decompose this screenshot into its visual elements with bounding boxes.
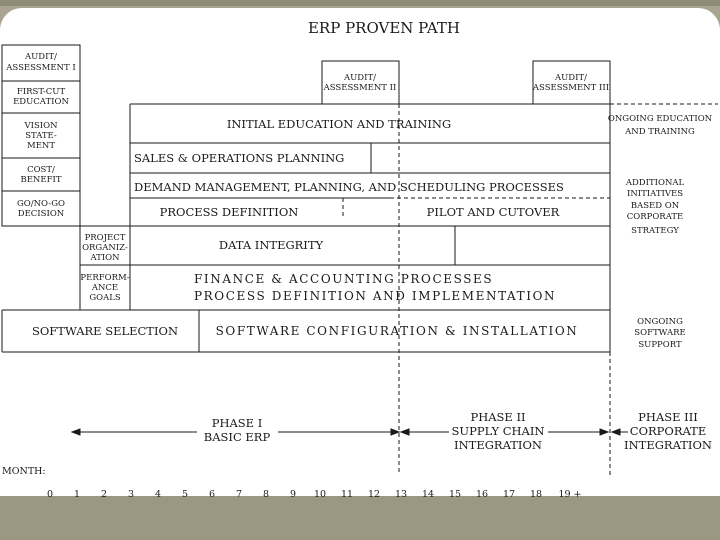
data-integrity-label: DATA INTEGRITY [218, 238, 324, 252]
left-audit-1-line1: AUDIT/ [24, 52, 58, 62]
audit-3-line1: AUDIT/ [554, 73, 588, 83]
project-org-line1: PROJECT [84, 233, 126, 243]
phase-2-line2: SUPPLY CHAIN [451, 424, 545, 438]
month-tick-label: 0 [46, 489, 54, 500]
month-tick-label: 2 [100, 489, 108, 500]
performance-goals-line2: ANCE [91, 283, 119, 293]
audit-2-line2: ASSESSMENT II [323, 83, 397, 93]
audit-2-line1: AUDIT/ [343, 73, 377, 83]
month-tick-label: 3 [127, 489, 135, 500]
phase-2-line1: PHASE II [470, 410, 526, 424]
additional-line3: BASED ON [630, 201, 680, 211]
month-tick-label: 9 [289, 489, 297, 500]
phase-1-line1: PHASE I [211, 416, 263, 430]
ongoing-education-line2: AND TRAINING [625, 127, 695, 137]
month-tick-label: 4 [154, 489, 162, 500]
software-selection-label: SOFTWARE SELECTION [31, 324, 179, 338]
ongoing-education-line1: ONGOING EDUCATION [607, 114, 713, 124]
left-first-cut-line1: FIRST-CUT [16, 87, 66, 97]
ongoing-software-line2: SOFTWARE [634, 328, 686, 338]
ongoing-software-line3: SUPPORT [638, 340, 682, 350]
left-audit-1-line2: ASSESSMENT I [6, 63, 76, 73]
project-org-line3: ATION [90, 253, 120, 263]
month-tick-label: 19 + [558, 489, 582, 500]
month-tick-label: 5 [181, 489, 189, 500]
left-first-cut-line2: EDUCATION [13, 97, 69, 107]
performance-goals-line3: GOALS [89, 293, 121, 303]
phase-3-line1: PHASE III [638, 410, 698, 424]
month-tick-label: 13 [394, 489, 408, 500]
month-tick-label: 6 [208, 489, 216, 500]
additional-line1: ADDITIONAL [625, 178, 685, 188]
month-tick-label: 17 [502, 489, 516, 500]
month-tick-label: 12 [367, 489, 381, 500]
initial-education-label: INITIAL EDUCATION AND TRAINING [226, 117, 452, 131]
additional-line5: STRATEGY [631, 226, 679, 236]
month-tick-label: 10 [313, 489, 327, 500]
demand-label: DEMAND MANAGEMENT, PLANNING, AND SCHEDULING PROCESSES [134, 180, 564, 194]
phase-3-line2: CORPORATE [629, 424, 707, 438]
left-gonogo-line1: GO/NO-GO [17, 199, 65, 209]
additional-line2: INITIATIVES [626, 189, 684, 199]
software-config-label: SOFTWARE CONFIGURATION & INSTALLATION [215, 324, 579, 338]
process-definition-label: PROCESS DEFINITION [159, 205, 299, 219]
month-tick-label: 14 [421, 489, 435, 500]
audit-3-line2: ASSESSMENT III [532, 83, 610, 93]
month-tick-label: 18 [529, 489, 543, 500]
left-gonogo-line2: DECISION [17, 209, 65, 219]
month-tick-label: 7 [235, 489, 243, 500]
left-cost-line2: BENEFIT [20, 175, 62, 185]
phase-2-line3: INTEGRATION [454, 438, 542, 452]
additional-line4: CORPORATE [626, 212, 684, 222]
month-tick-label: 11 [340, 489, 354, 500]
month-tick-label: 16 [475, 489, 489, 500]
month-label: MONTH: [2, 466, 46, 477]
left-cost-line1: COST/ [27, 165, 55, 175]
month-tick-label: 15 [448, 489, 462, 500]
finance-label-line2: PROCESS DEFINITION AND IMPLEMENTATION [194, 289, 557, 303]
month-axis [47, 489, 582, 500]
month-tick-label: 1 [73, 489, 81, 500]
performance-goals-line1: PERFORM- [80, 273, 130, 283]
phase-1-line2: BASIC ERP [203, 430, 271, 444]
diagram-title: ERP PROVEN PATH [307, 19, 461, 37]
left-vision-line3: MENT [26, 141, 56, 151]
ongoing-software-line1: ONGOING [637, 317, 683, 327]
finance-label-line1: FINANCE & ACCOUNTING PROCESSES [194, 272, 494, 286]
pilot-cutover-label: PILOT AND CUTOVER [426, 205, 560, 219]
left-vision-line2: STATE- [25, 131, 57, 141]
project-org-line2: ORGANIZ- [82, 243, 128, 253]
sop-label: SALES & OPERATIONS PLANNING [134, 151, 345, 165]
phase-3-line3: INTEGRATION [624, 438, 712, 452]
month-tick-label: 8 [262, 489, 270, 500]
left-vision-line1: VISION [24, 121, 58, 131]
